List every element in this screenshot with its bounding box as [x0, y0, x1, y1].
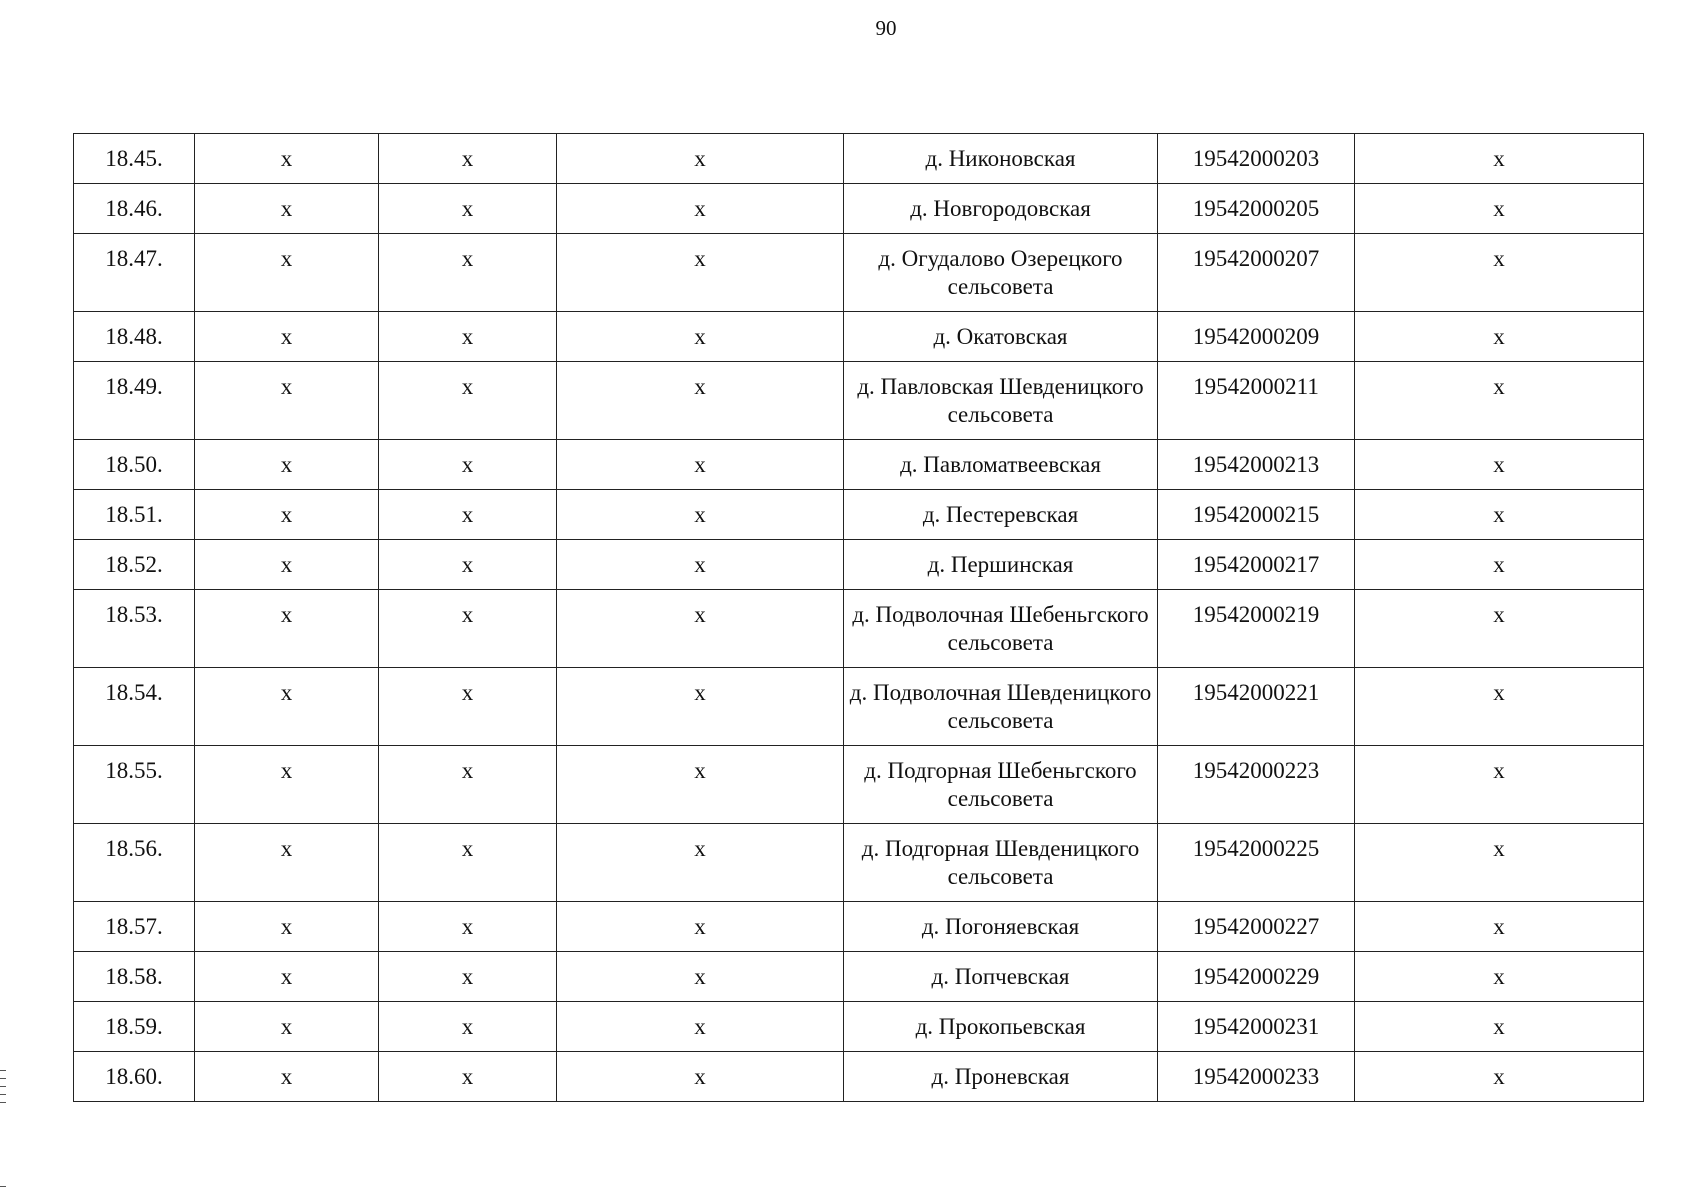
row-number-cell: 18.60.: [74, 1052, 195, 1102]
oktmo-code-cell: 19542000209: [1158, 312, 1355, 362]
placeholder-cell: x: [557, 234, 844, 312]
placeholder-cell: x: [379, 540, 557, 590]
placeholder-cell: x: [557, 440, 844, 490]
placeholder-cell: x: [557, 668, 844, 746]
placeholder-cell: x: [1355, 184, 1644, 234]
placeholder-cell: x: [195, 184, 379, 234]
oktmo-code-cell: 19542000203: [1158, 134, 1355, 184]
placeholder-cell: x: [379, 184, 557, 234]
row-number-cell: 18.57.: [74, 902, 195, 952]
row-number-cell: 18.45.: [74, 134, 195, 184]
placeholder-cell: x: [195, 590, 379, 668]
table-row: [74, 362, 1644, 440]
settlement-name-cell: д. Прокопьевская: [844, 1002, 1158, 1052]
table-row: [74, 1052, 1644, 1102]
placeholder-cell: x: [1355, 362, 1644, 440]
table-row: [74, 952, 1644, 1002]
scan-artifact: [0, 1070, 6, 1071]
placeholder-cell: x: [1355, 234, 1644, 312]
settlement-name-cell: д. Погоняевская: [844, 902, 1158, 952]
placeholder-cell: x: [379, 590, 557, 668]
settlement-name-cell: д. Першинская: [844, 540, 1158, 590]
row-number-cell: 18.55.: [74, 746, 195, 824]
row-number-cell: 18.50.: [74, 440, 195, 490]
placeholder-cell: x: [379, 234, 557, 312]
row-number-cell: 18.53.: [74, 590, 195, 668]
placeholder-cell: x: [379, 952, 557, 1002]
row-number-cell: 18.59.: [74, 1002, 195, 1052]
settlement-name-cell: д. Подгорная Шевденицкого сельсовета: [844, 824, 1158, 902]
placeholder-cell: x: [379, 1002, 557, 1052]
placeholder-cell: x: [195, 902, 379, 952]
placeholder-cell: x: [1355, 540, 1644, 590]
oktmo-code-cell: 19542000231: [1158, 1002, 1355, 1052]
placeholder-cell: x: [195, 440, 379, 490]
placeholder-cell: x: [557, 490, 844, 540]
placeholder-cell: x: [1355, 746, 1644, 824]
scan-artifact: [0, 1102, 6, 1103]
settlement-name-cell: д. Новгородовская: [844, 184, 1158, 234]
placeholder-cell: x: [379, 1052, 557, 1102]
placeholder-cell: x: [557, 362, 844, 440]
placeholder-cell: x: [557, 902, 844, 952]
placeholder-cell: x: [1355, 490, 1644, 540]
placeholder-cell: x: [195, 1002, 379, 1052]
placeholder-cell: x: [195, 746, 379, 824]
row-number-cell: 18.51.: [74, 490, 195, 540]
table-row: [74, 824, 1644, 902]
row-number-cell: 18.47.: [74, 234, 195, 312]
row-number-cell: 18.52.: [74, 540, 195, 590]
placeholder-cell: x: [195, 134, 379, 184]
oktmo-code-cell: 19542000227: [1158, 902, 1355, 952]
oktmo-code-cell: 19542000205: [1158, 184, 1355, 234]
scan-artifact: [0, 1078, 6, 1079]
placeholder-cell: x: [379, 362, 557, 440]
scan-artifact: [0, 1086, 6, 1087]
table-row: [74, 184, 1644, 234]
placeholder-cell: x: [1355, 440, 1644, 490]
settlement-name-cell: д. Пестеревская: [844, 490, 1158, 540]
settlement-name-cell: д. Огудалово Озерецкого сельсовета: [844, 234, 1158, 312]
oktmo-code-cell: 19542000211: [1158, 362, 1355, 440]
placeholder-cell: x: [1355, 824, 1644, 902]
settlement-name-cell: д. Подволочная Шевденицкого сельсовета: [844, 668, 1158, 746]
placeholder-cell: x: [557, 1052, 844, 1102]
placeholder-cell: x: [1355, 668, 1644, 746]
placeholder-cell: x: [195, 362, 379, 440]
oktmo-code-cell: 19542000221: [1158, 668, 1355, 746]
placeholder-cell: x: [379, 312, 557, 362]
placeholder-cell: x: [557, 824, 844, 902]
placeholder-cell: x: [195, 668, 379, 746]
table-row: [74, 902, 1644, 952]
row-number-cell: 18.48.: [74, 312, 195, 362]
placeholder-cell: x: [557, 746, 844, 824]
settlement-name-cell: д. Никоновская: [844, 134, 1158, 184]
row-number-cell: 18.54.: [74, 668, 195, 746]
placeholder-cell: x: [557, 952, 844, 1002]
placeholder-cell: x: [379, 668, 557, 746]
placeholder-cell: x: [1355, 134, 1644, 184]
oktmo-code-cell: 19542000229: [1158, 952, 1355, 1002]
settlement-table: [73, 133, 1644, 1102]
placeholder-cell: x: [195, 312, 379, 362]
placeholder-cell: x: [195, 234, 379, 312]
oktmo-code-cell: 19542000225: [1158, 824, 1355, 902]
placeholder-cell: x: [1355, 902, 1644, 952]
placeholder-cell: x: [557, 590, 844, 668]
settlement-name-cell: д. Проневская: [844, 1052, 1158, 1102]
placeholder-cell: x: [379, 824, 557, 902]
settlement-name-cell: д. Окатовская: [844, 312, 1158, 362]
table-row: [74, 746, 1644, 824]
oktmo-code-cell: 19542000213: [1158, 440, 1355, 490]
oktmo-code-cell: 19542000223: [1158, 746, 1355, 824]
placeholder-cell: x: [195, 824, 379, 902]
row-number-cell: 18.46.: [74, 184, 195, 234]
placeholder-cell: x: [557, 1002, 844, 1052]
page-number: 90: [875, 16, 897, 40]
placeholder-cell: x: [557, 540, 844, 590]
table-row: [74, 134, 1644, 184]
row-number-cell: 18.49.: [74, 362, 195, 440]
scan-artifact: [0, 1094, 6, 1095]
placeholder-cell: x: [379, 134, 557, 184]
placeholder-cell: x: [195, 540, 379, 590]
placeholder-cell: x: [1355, 952, 1644, 1002]
placeholder-cell: x: [1355, 1002, 1644, 1052]
row-number-cell: 18.58.: [74, 952, 195, 1002]
placeholder-cell: x: [379, 490, 557, 540]
table-row: [74, 540, 1644, 590]
settlement-name-cell: д. Подволочная Шебеньгского сельсовета: [844, 590, 1158, 668]
settlement-name-cell: д. Павловская Шевденицкого сельсовета: [844, 362, 1158, 440]
placeholder-cell: x: [1355, 1052, 1644, 1102]
settlement-name-cell: д. Попчевская: [844, 952, 1158, 1002]
oktmo-code-cell: 19542000207: [1158, 234, 1355, 312]
placeholder-cell: x: [195, 1052, 379, 1102]
row-number-cell: 18.56.: [74, 824, 195, 902]
table-row: [74, 234, 1644, 312]
oktmo-code-cell: 19542000217: [1158, 540, 1355, 590]
table-row: [74, 312, 1644, 362]
oktmo-code-cell: 19542000219: [1158, 590, 1355, 668]
placeholder-cell: x: [379, 746, 557, 824]
table-row: [74, 440, 1644, 490]
table-row: [74, 1002, 1644, 1052]
placeholder-cell: x: [557, 134, 844, 184]
oktmo-code-cell: 19542000233: [1158, 1052, 1355, 1102]
placeholder-cell: x: [557, 312, 844, 362]
table-row: [74, 490, 1644, 540]
table-row: [74, 668, 1644, 746]
settlement-name-cell: д. Павломатвеевская: [844, 440, 1158, 490]
oktmo-code-cell: 19542000215: [1158, 490, 1355, 540]
placeholder-cell: x: [557, 184, 844, 234]
placeholder-cell: x: [195, 490, 379, 540]
placeholder-cell: x: [1355, 590, 1644, 668]
table-body: [74, 134, 1644, 1102]
table-row: [74, 590, 1644, 668]
placeholder-cell: x: [1355, 312, 1644, 362]
scan-artifact: [0, 1186, 6, 1187]
placeholder-cell: x: [379, 440, 557, 490]
settlement-name-cell: д. Подгорная Шебеньгского сельсовета: [844, 746, 1158, 824]
placeholder-cell: x: [195, 952, 379, 1002]
placeholder-cell: x: [379, 902, 557, 952]
